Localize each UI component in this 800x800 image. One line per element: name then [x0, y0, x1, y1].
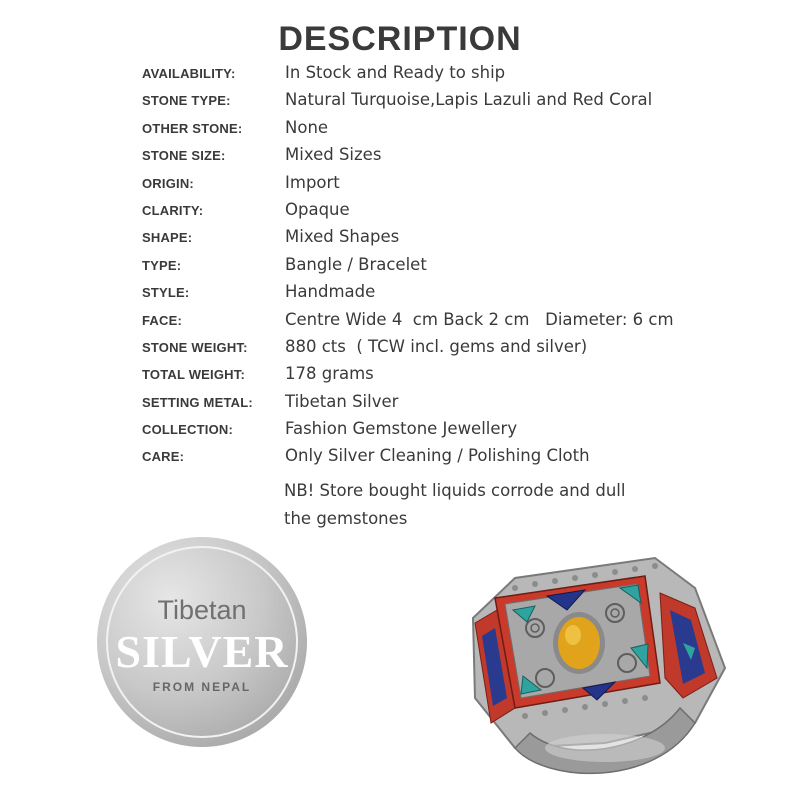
spec-value: Mixed Sizes: [285, 145, 382, 165]
spec-value: Bangle / Bracelet: [285, 254, 427, 274]
badge-line-1: Tibetan: [157, 595, 247, 625]
spec-label: OTHER STONE:: [142, 120, 243, 136]
spec-list: [142, 63, 782, 474]
product-image: [455, 548, 745, 793]
spec-row-other-stone: [142, 118, 782, 145]
spec-value: Opaque: [285, 199, 350, 219]
spec-value: Tibetan Silver: [285, 391, 399, 411]
spec-row-stone-type: [142, 90, 782, 117]
page-title: DESCRIPTION: [278, 20, 522, 58]
spec-row-care: [142, 446, 782, 473]
spec-row-style: [142, 282, 782, 309]
spec-value: 178 grams: [285, 364, 374, 384]
spec-row-availability: [142, 63, 782, 90]
spec-row-collection: [142, 419, 782, 446]
care-note-line-2: the gemstones: [284, 509, 408, 528]
spec-value: Centre Wide 4 cm Back 2 cm Diameter: 6 cm: [285, 309, 674, 329]
spec-label: STYLE:: [142, 285, 190, 301]
spec-label: TYPE:: [142, 257, 182, 273]
spec-value: Mixed Shapes: [285, 227, 400, 247]
spec-row-origin: [142, 173, 782, 200]
spec-row-stone-weight: [142, 337, 782, 364]
spec-label: SETTING METAL:: [142, 394, 253, 410]
spec-label: SHAPE:: [142, 230, 193, 246]
spec-row-clarity: [142, 200, 782, 227]
spec-value: Natural Turquoise,Lapis Lazuli and Red Coral: [285, 90, 653, 110]
spec-label: ORIGIN:: [142, 175, 194, 191]
spec-value: Import: [285, 172, 340, 192]
spec-value: Only Silver Cleaning / Polishing Cloth: [285, 446, 590, 466]
spec-label: CARE:: [142, 449, 185, 465]
spec-label: STONE WEIGHT:: [142, 339, 248, 355]
spec-row-type: [142, 255, 782, 282]
spec-label: CLARITY:: [142, 202, 204, 218]
tibetan-silver-badge: [97, 537, 307, 747]
spec-row-face: [142, 310, 782, 337]
spec-label: COLLECTION:: [142, 422, 234, 438]
spec-label: TOTAL WEIGHT:: [142, 367, 245, 383]
spec-label: FACE:: [142, 312, 182, 328]
spec-value: In Stock and Ready to ship: [285, 63, 506, 82]
spec-row-total-weight: [142, 364, 782, 391]
spec-label: STONE SIZE:: [142, 148, 226, 164]
spec-value: None: [285, 117, 329, 137]
badge-line-2: SILVER: [115, 626, 289, 677]
spec-value: Fashion Gemstone Jewellery: [285, 419, 518, 439]
spec-row-setting-metal: [142, 392, 782, 419]
spec-label: STONE TYPE:: [142, 93, 231, 109]
badge-line-3: FROM NEPAL: [152, 680, 252, 694]
care-note-line-1: NB! Store bought liquids corrode and dull: [284, 481, 626, 500]
spec-value: Handmade: [285, 282, 376, 302]
spec-row-shape: [142, 227, 782, 254]
spec-label: AVAILABILITY:: [142, 66, 236, 81]
spec-value: 880 cts ( TCW incl. gems and silver): [285, 336, 588, 356]
spec-row-stone-size: [142, 145, 782, 172]
